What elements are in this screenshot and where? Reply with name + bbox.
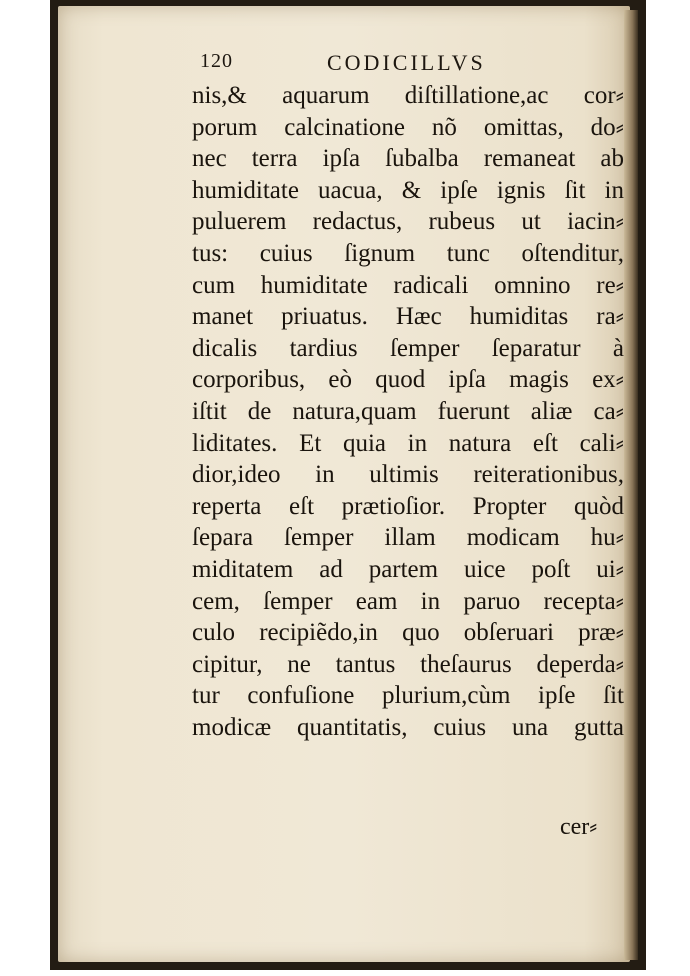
catchword: cer⸗ xyxy=(560,814,598,840)
text-line: tus: cuius ſignum tunc oſtenditur, xyxy=(192,239,624,267)
text-line: cum humiditate radicali omnino re⸗ xyxy=(192,271,624,299)
page-number: 120 xyxy=(200,50,233,72)
text-line: porum calcinatione nõ omittas, do⸗ xyxy=(192,113,624,141)
body-text xyxy=(192,80,624,743)
text-line: dicalis tardius ſemper ſeparatur à xyxy=(192,334,624,362)
text-line: corporibus, eò quod ipſa magis ex⸗ xyxy=(192,366,624,394)
text-line: miditatem ad partem uice poſt ui⸗ xyxy=(192,555,624,583)
text-line: tur confuſione plurium,cùm ipſe ſit xyxy=(192,682,624,710)
text-line: cem, ſemper eam in paruo recepta⸗ xyxy=(192,587,624,615)
text-line: ſepara ſemper illam modicam hu⸗ xyxy=(192,524,624,552)
text-line: humiditate uacua, & ipſe ignis ſit in xyxy=(192,176,624,204)
text-line: reperta eſt prætioſior. Propter quòd xyxy=(192,492,624,520)
text-line: modicæ quantitatis, cuius una gutta xyxy=(192,713,624,741)
text-line: nec terra ipſa ſubalba remaneat ab xyxy=(192,145,624,173)
text-line: cipitur, ne tantus theſaurus deperda⸗ xyxy=(192,650,624,678)
text-line: manet priuatus. Hæc humiditas ra⸗ xyxy=(192,303,624,331)
text-line: puluerem redactus, rubeus ut iacin⸗ xyxy=(192,208,624,236)
text-line: dior,ideo in ultimis reiterationibus, xyxy=(192,461,624,489)
text-line: nis,& aquarum diſtillatione,ac cor⸗ xyxy=(192,82,624,109)
text-line: iſtit de natura,quam fuerunt aliæ ca⸗ xyxy=(192,397,624,425)
page-header xyxy=(200,50,620,78)
text-line: culo recipiẽdo,in quo obſeruari præ⸗ xyxy=(192,619,624,647)
page-edge xyxy=(624,10,638,960)
running-head: CODICILLVS xyxy=(327,50,486,75)
text-line: liditates. Et quia in natura eſt cali⸗ xyxy=(192,429,624,457)
